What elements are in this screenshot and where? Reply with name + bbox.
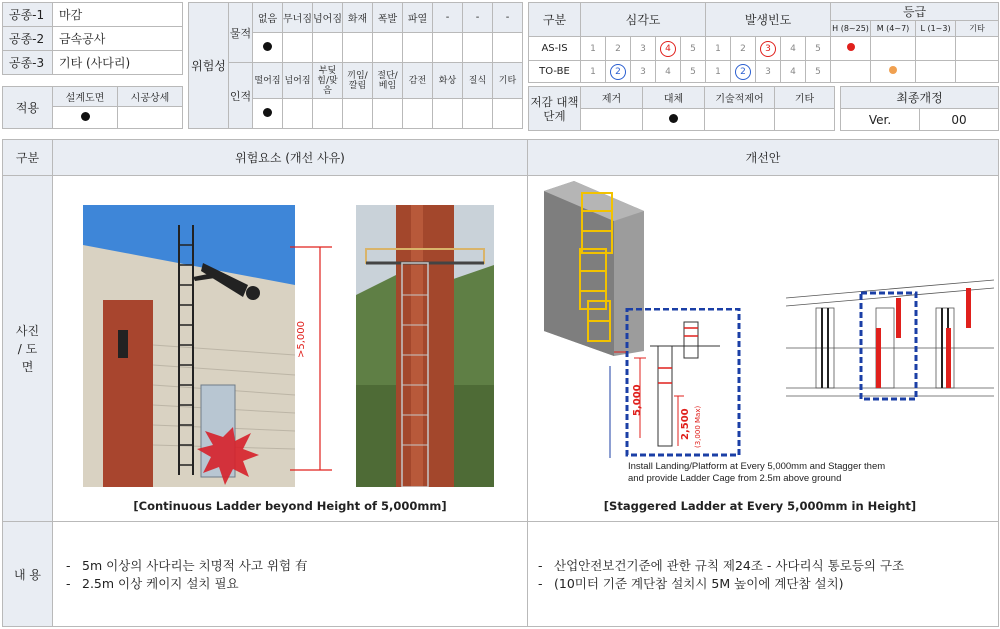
apply-label: 적용 (3, 87, 53, 129)
reduction-etc-cell (775, 109, 835, 131)
frequency-1: 1 (706, 37, 731, 61)
human-item: 넘어짐 (283, 63, 313, 99)
row-asis: AS-IS (529, 37, 581, 61)
human-cell (253, 99, 283, 129)
physical-cell (313, 33, 343, 63)
improvement-header: 개선안 (528, 140, 999, 176)
physical-cell (463, 33, 493, 63)
dimension-label-5000: 5,000 (632, 384, 643, 416)
selected-mark (669, 114, 678, 123)
physical-cell (343, 33, 373, 63)
grade-m-cell (871, 61, 916, 83)
frequency-3: 3 (756, 61, 781, 83)
grade-etc-cell (956, 61, 999, 83)
grade-col-l: L (1~3) (916, 21, 956, 37)
frequency-4: 4 (781, 61, 806, 83)
physical-cell (433, 33, 463, 63)
human-item: 질식 (463, 63, 493, 99)
frequency-4: 4 (781, 37, 806, 61)
grade-dot (889, 66, 897, 74)
dimension-line (290, 245, 335, 473)
severity-2: 2 (606, 37, 631, 61)
selected-circle: 2 (735, 64, 751, 80)
grade-l-cell (916, 37, 956, 61)
severity-header: 심각도 (581, 3, 706, 37)
main-gubun: 구분 (3, 140, 53, 176)
severity-5: 5 (681, 37, 706, 61)
frequency-3-selected (756, 37, 781, 61)
severity-4: 4 (656, 61, 681, 83)
human-cell (463, 99, 493, 129)
dimension-label-3000-max: (3,000 Max) (694, 405, 702, 448)
human-cell (313, 99, 343, 129)
grade-header: 등급 (831, 3, 999, 21)
physical-item: 넘어짐 (313, 3, 343, 33)
ver-label: Ver. (841, 109, 920, 131)
reduction-col-etc: 기타 (775, 87, 835, 109)
human-item: 떨어짐 (253, 63, 283, 99)
frequency-5: 5 (806, 37, 831, 61)
severity-1: 1 (581, 37, 606, 61)
severity-5: 5 (681, 61, 706, 83)
reduction-col-remove: 제거 (581, 87, 643, 109)
content-label: 내 용 (3, 522, 53, 627)
selected-mark (81, 112, 90, 121)
physical-cell (373, 33, 403, 63)
grade-panel (528, 2, 998, 83)
frequency-2: 2 (731, 37, 756, 61)
physical-item: - (433, 3, 463, 33)
right-caption: [Staggered Ladder at Every 5,000mm in Height] (603, 499, 917, 513)
left-caption: [Continuous Ladder beyond Height of 5,000mm] (133, 499, 447, 513)
severity-4-selected (656, 37, 681, 61)
building-ladder-photo (83, 205, 295, 487)
work-type-panel (2, 2, 182, 75)
human-cell (343, 99, 373, 129)
human-label: 인적 (229, 63, 253, 129)
work-type-1-label: 공종-1 (3, 3, 53, 27)
human-cell (403, 99, 433, 129)
risk-content-list (62, 557, 522, 593)
physical-cell (403, 33, 433, 63)
human-cell (373, 99, 403, 129)
human-item: 감전 (403, 63, 433, 99)
physical-item: 화재 (343, 3, 373, 33)
list-item: - (10미터 기준 계단참 설치시 5M 높이에 계단참 설치) (534, 575, 994, 593)
reduction-remove-cell (581, 109, 643, 131)
grade-col-m: M (4~7) (871, 21, 916, 37)
apply-design-cell (53, 107, 118, 129)
grade-h-cell (831, 37, 871, 61)
risk-factor-header: 위험요소 (개선 사유) (53, 140, 528, 176)
frequency-header: 발생빈도 (706, 3, 831, 37)
physical-cell (493, 33, 523, 63)
human-cell (283, 99, 313, 129)
revision-panel (840, 86, 998, 131)
physical-item: 무너짐 (283, 3, 313, 33)
human-item: 화상 (433, 63, 463, 99)
dimension-label-left: >5,000 (296, 320, 307, 358)
grade-dot (847, 43, 855, 51)
selected-circle: 3 (760, 41, 776, 57)
physical-item: 없음 (253, 3, 283, 33)
list-item: - 5m 이상의 사다리는 치명적 사고 위험 有 (62, 557, 522, 575)
severity-3: 3 (631, 37, 656, 61)
dimension-label-2500: 2,500 (680, 408, 691, 440)
photo-label: 사진 / 도면 (3, 176, 53, 522)
physical-item: 파열 (403, 3, 433, 33)
grade-m-cell (871, 37, 916, 61)
ver-value: 00 (920, 109, 999, 131)
chimney-ladder-photo (356, 205, 494, 487)
grade-h-cell (831, 61, 871, 83)
apply-panel (2, 86, 182, 129)
frequency-1: 1 (706, 61, 731, 83)
work-type-2-label: 공종-2 (3, 27, 53, 51)
work-type-3-value: 기타 (사다리) (53, 51, 183, 75)
apply-col-design: 설계도면 (53, 87, 118, 107)
physical-item: - (493, 3, 523, 33)
human-item: 절단/베임 (373, 63, 403, 99)
row-tobe: TO-BE (529, 61, 581, 83)
apply-col-detail: 시공상세 (118, 87, 183, 107)
selected-circle: 2 (610, 64, 626, 80)
physical-item: 폭발 (373, 3, 403, 33)
physical-cell (283, 33, 313, 63)
reduction-panel (528, 86, 834, 131)
work-type-2-value: 금속공사 (53, 27, 183, 51)
improvement-content-list (534, 557, 994, 593)
physical-label: 물적 (229, 3, 253, 63)
reduction-label: 저감 대책 단계 (529, 87, 581, 131)
human-item: 기타 (493, 63, 523, 99)
reduction-replace-cell (643, 109, 705, 131)
human-cell (493, 99, 523, 129)
grade-col-etc: 기타 (956, 21, 999, 37)
grade-etc-cell (956, 37, 999, 61)
work-type-3-label: 공종-3 (3, 51, 53, 75)
section-drawing (786, 278, 994, 408)
selected-mark (263, 42, 272, 51)
list-item: - 산업안전보건기준에 관한 규칙 제24조 - 사다리식 통로등의 구조 (534, 557, 994, 575)
selected-mark (263, 108, 272, 117)
grade-l-cell (916, 61, 956, 83)
severity-1: 1 (581, 61, 606, 83)
reduction-col-technical: 기술적제어 (705, 87, 775, 109)
risk-label: 위험성 (189, 3, 229, 129)
apply-detail-cell (118, 107, 183, 129)
human-item: 부딪힘/맞음 (313, 63, 343, 99)
severity-2-selected (606, 61, 631, 83)
revision-label: 최종개정 (841, 87, 999, 109)
human-cell (433, 99, 463, 129)
reduction-technical-cell (705, 109, 775, 131)
list-item: - 2.5m 이상 케이지 설치 필요 (62, 575, 522, 593)
ladder-note: Install Landing/Platform at Every 5,000mm and Stagger them and provide Ladder Cage from 2.5m above ground (628, 461, 886, 484)
frequency-5: 5 (806, 61, 831, 83)
reduction-col-replace: 대체 (643, 87, 705, 109)
physical-item: - (463, 3, 493, 33)
severity-3: 3 (631, 61, 656, 83)
work-type-1-value: 마감 (53, 3, 183, 27)
frequency-2-selected (731, 61, 756, 83)
risk-panel (188, 2, 522, 129)
selected-circle: 4 (660, 41, 676, 57)
physical-cell (253, 33, 283, 63)
grade-gubun: 구분 (529, 3, 581, 37)
human-item: 끼임/깔림 (343, 63, 373, 99)
grade-col-h: H (8~25) (831, 21, 871, 37)
staggered-ladder-drawing (600, 308, 742, 458)
